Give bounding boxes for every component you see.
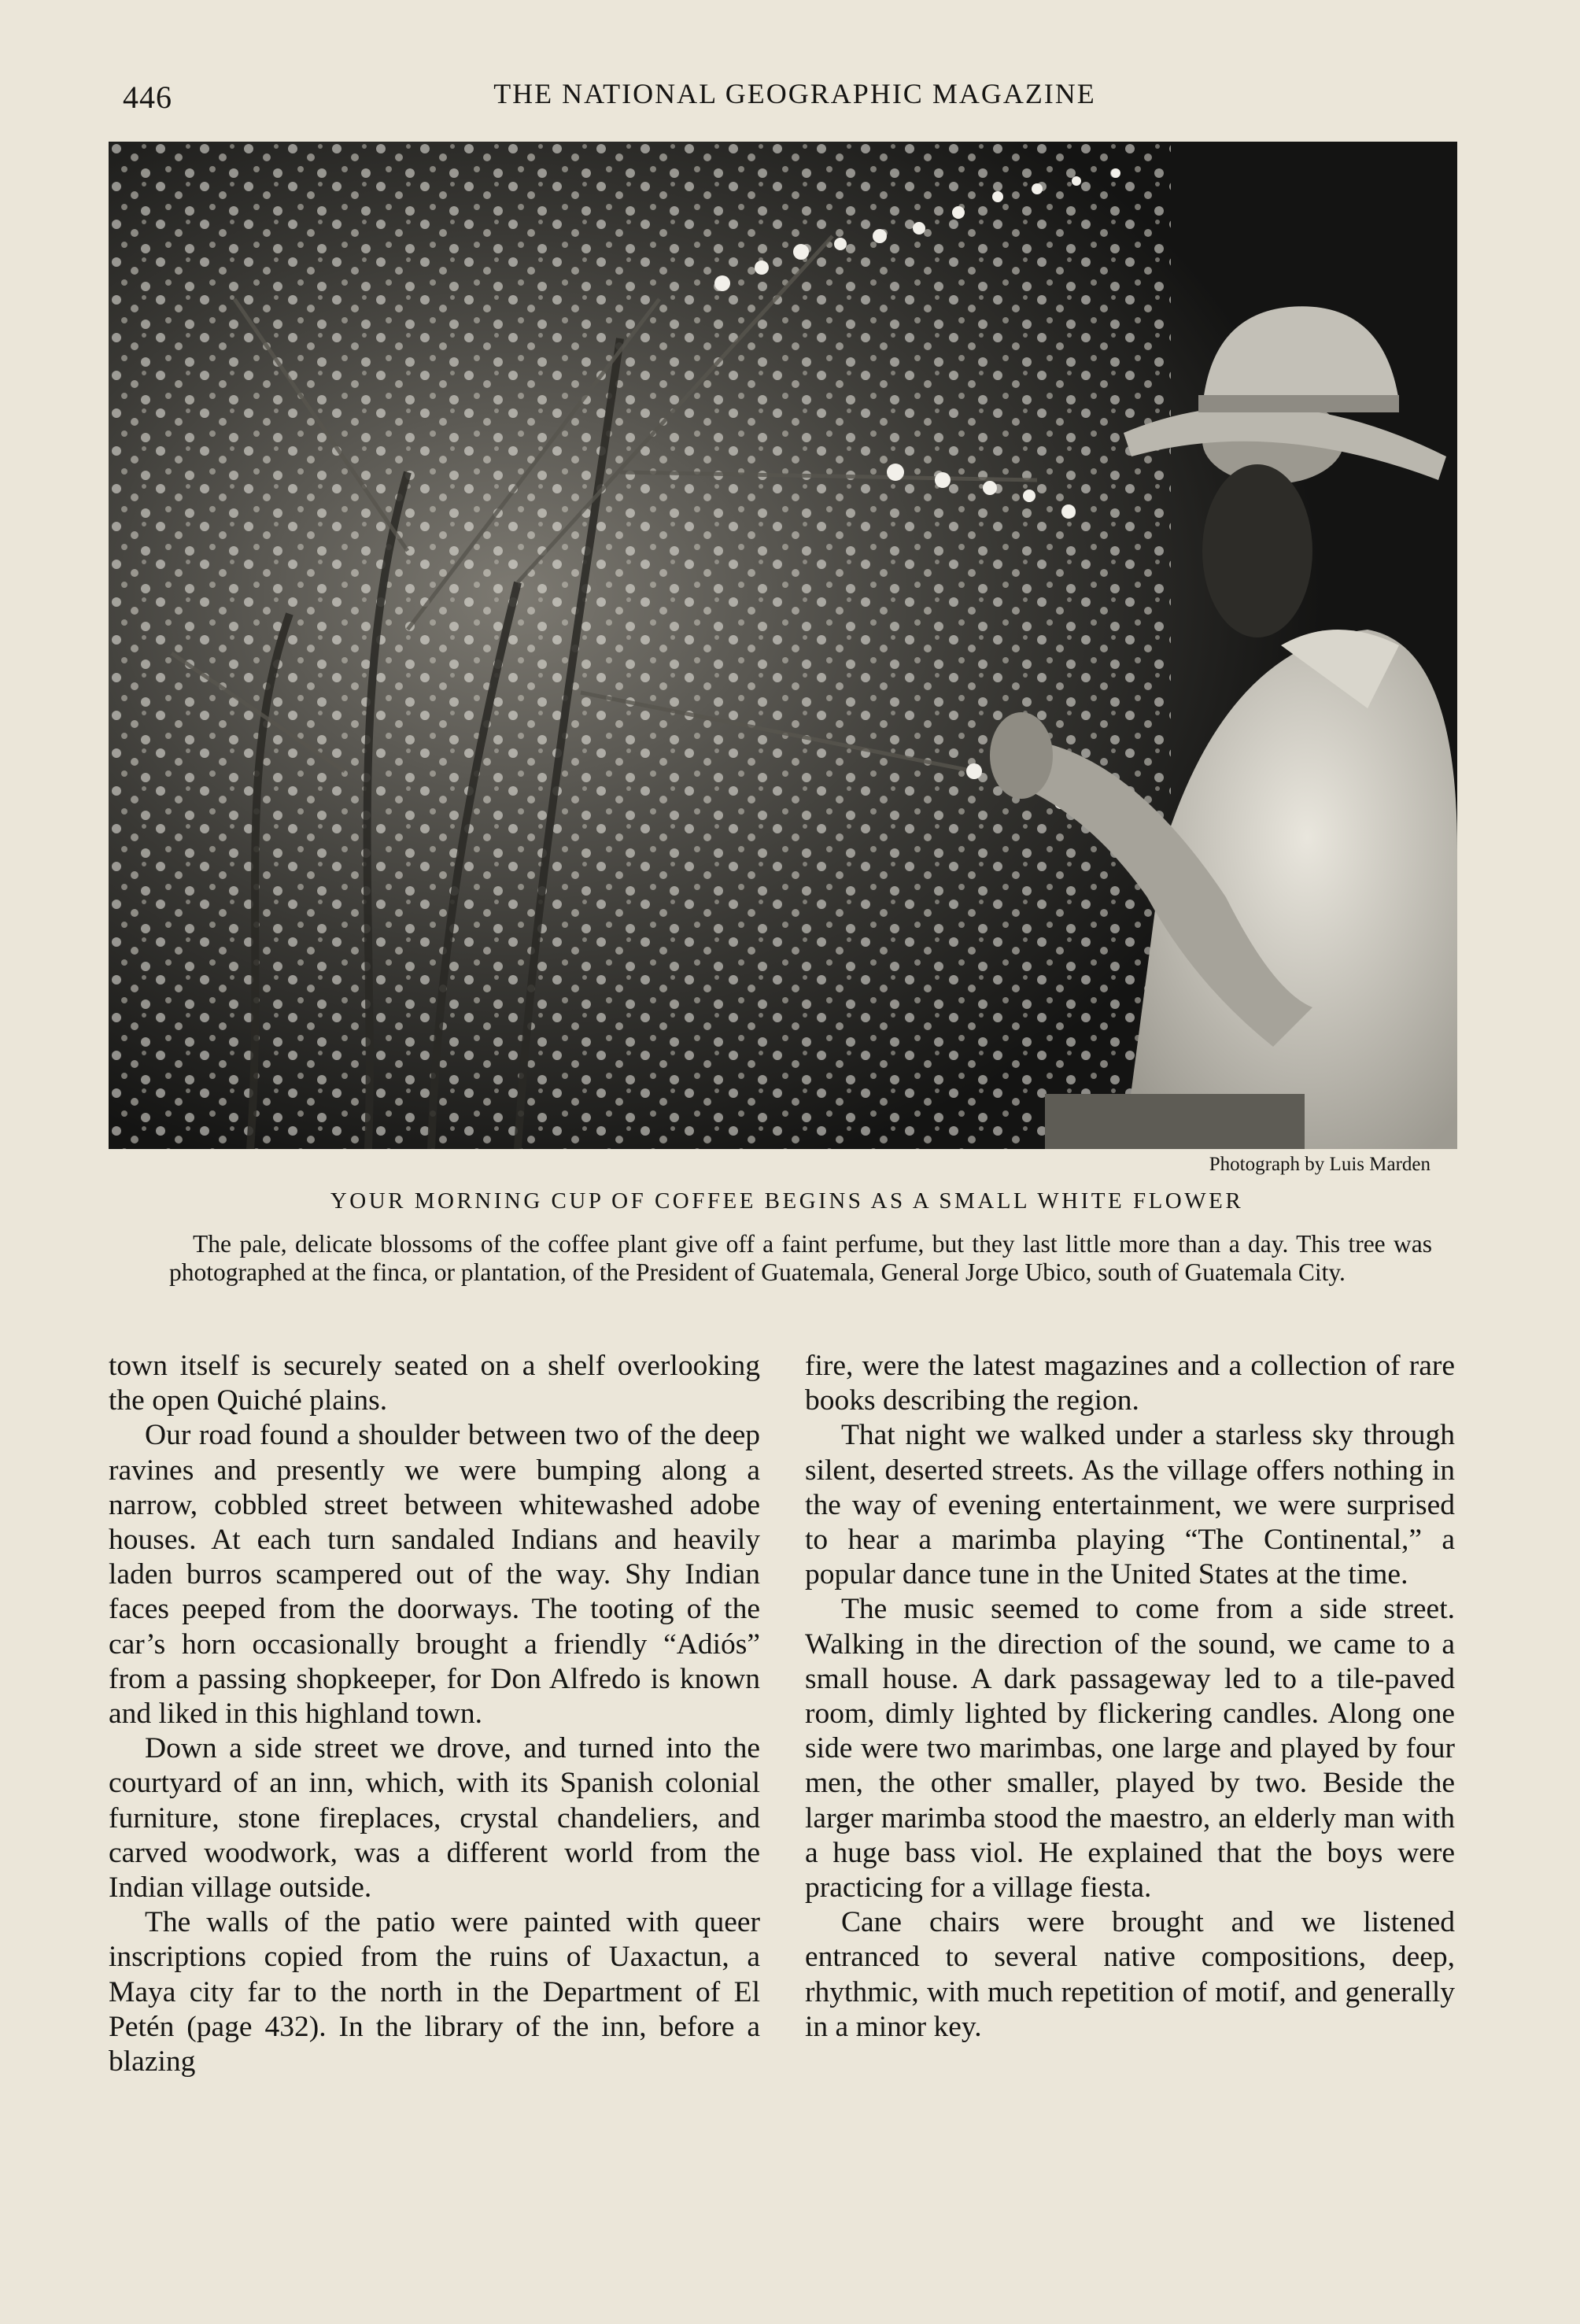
paragraph: fire, were the latest magazines and a collection of rare books describing the region.: [805, 1350, 1455, 1417]
figure-headline: YOUR MORNING CUP OF COFFEE BEGINS AS A SMALL WHITE FLOWER: [330, 1188, 1244, 1214]
paragraph: town itself is securely seated on a shelf overlooking the open Quiché plains.: [109, 1350, 760, 1417]
figure-caption: The pale, delicate blossoms of the coffee plant give off a faint perfume, but they last little more than a day. This tree was photographed at the finca, or plantation, of the President of Guatemala, General Jorge Ubico, south of Guatemala City.: [169, 1230, 1432, 1286]
left-column: [109, 1349, 760, 2079]
paragraph: That night we walked under a starless sky through silent, deserted streets. As the village offers nothing in the way of evening entertainment, we were surprised to hear a marimba playing “The Continental,” a popular dance tune in the United States at the time.: [805, 1419, 1455, 1591]
paragraph: Cane chairs were brought and we listened entranced to several native compositions, deep, rhythmic, with much repetition of motif, and generally in a minor key.: [805, 1906, 1455, 2043]
paragraph: The walls of the patio were painted with queer inscriptions copied from the ruins of Uaxactun, a Maya city far to the north in the Department of El Petén (page 432). In the library of the inn, before a blazing: [109, 1906, 760, 2078]
right-column: [805, 1349, 1455, 2045]
paragraph: Down a side street we drove, and turned into the courtyard of an inn, which, with its Spanish colonial furniture, stone fireplaces, crystal chandeliers, and carved woodwork, was a different world from the Indian village outside.: [109, 1732, 760, 1905]
coffee-blossom-photograph: [109, 142, 1457, 1149]
running-title: THE NATIONAL GEOGRAPHIC MAGAZINE: [493, 78, 1096, 109]
paragraph: Our road found a shoulder between two of the deep ravines and presently we were bumping along a narrow, cobbled street between whitewashed adobe houses. At each turn sandaled Indians and heavily laden burros scampered out of the way. Shy Indian faces peeped from the doorways. The tooting of the car’s horn occasionally brought a friendly “Adiós” from a passing shopkeeper, for Don Alfredo is known and liked in this highland town.: [109, 1419, 760, 1731]
photo-credit: Photograph by Luis Marden: [1209, 1154, 1430, 1175]
page-number: 446: [123, 79, 172, 115]
paragraph: The music seemed to come from a side street. Walking in the direction of the sound, we came to a small house. A dark passageway led to a tile-paved room, dimly lighted by flickering candles. Along one side were two marimbas, one large and played by four men, the other smaller, played by two. Beside the larger marimba stood the maestro, an elderly man with a huge bass viol. He explained that the boys were practicing for a village fiesta.: [805, 1593, 1455, 1905]
